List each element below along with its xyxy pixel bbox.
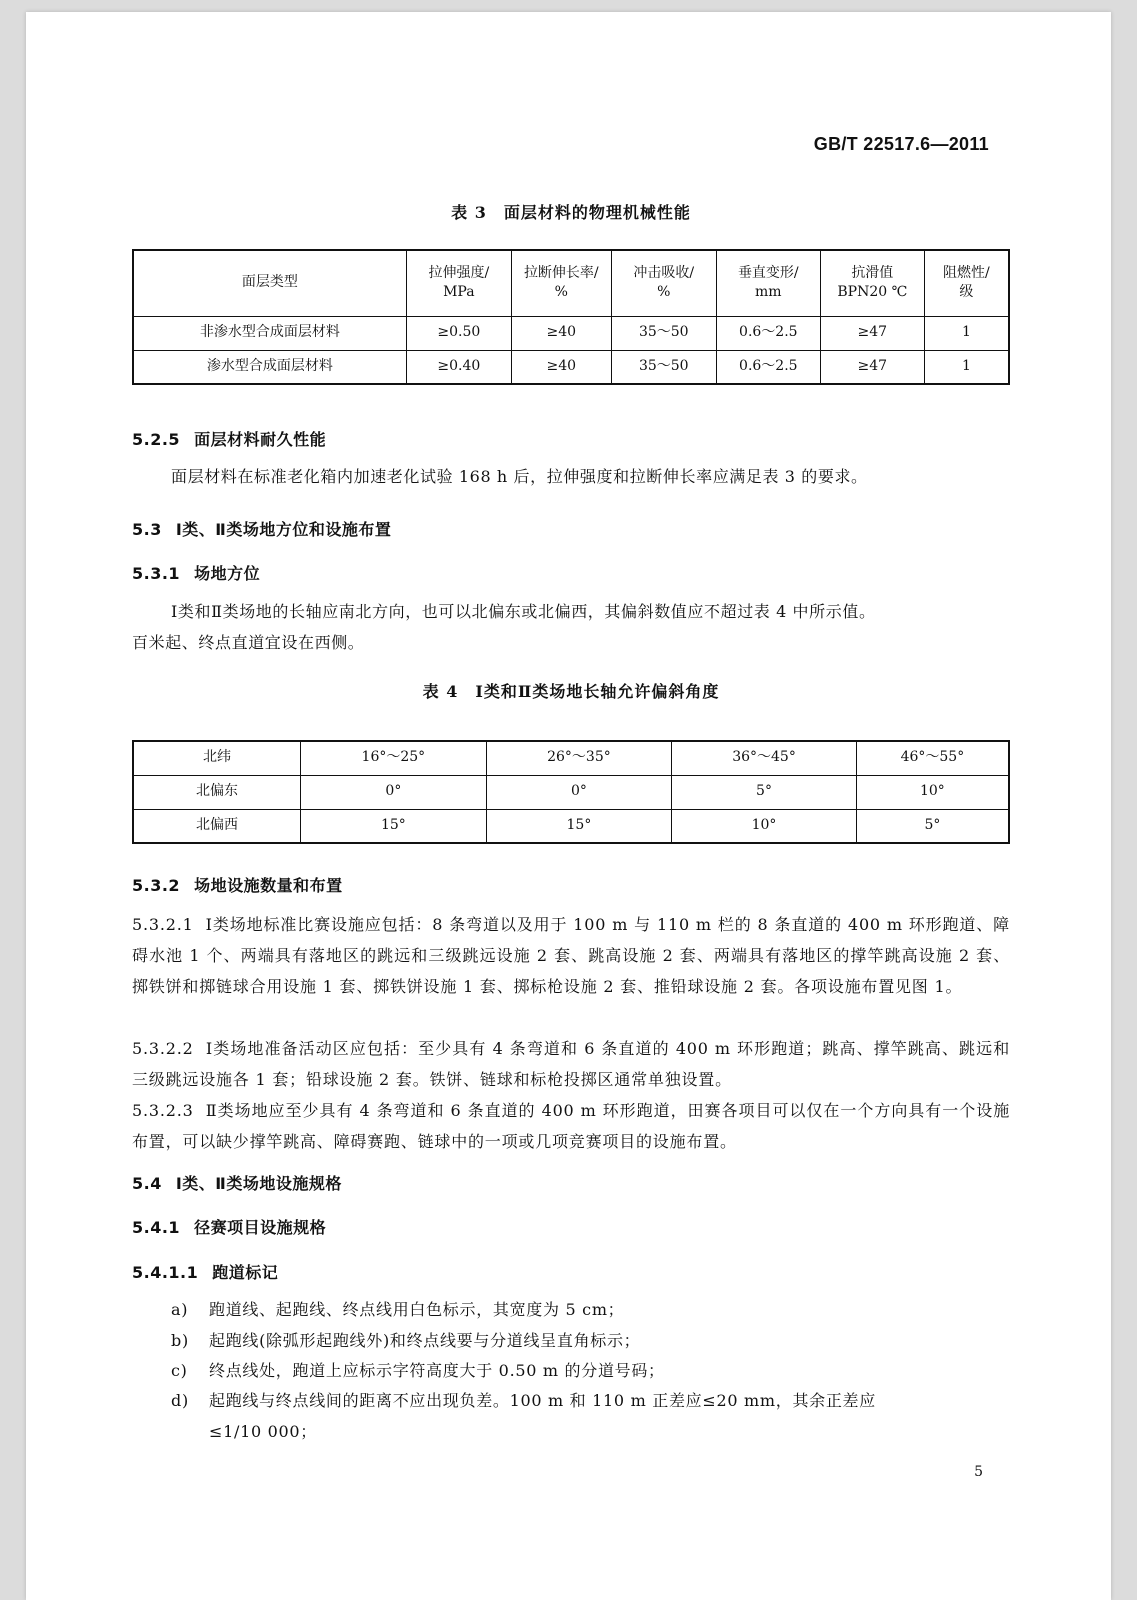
list-item: b) 起跑线(除弧形起跑线外)和终点线要与分道线呈直角标示； (171, 1331, 641, 1350)
table3 (132, 249, 1010, 385)
paragraph-5-3-1-line1: Ⅰ类和Ⅱ类场地的长轴应南北方向，也可以北偏东或北偏西，其偏斜数值应不超过表 4 中所示值。 (171, 602, 876, 621)
table-cell: 北偏西 (133, 809, 301, 843)
table3-header-cell: 拉断伸长率/ % (511, 250, 611, 316)
table3-header-row (133, 250, 1009, 316)
table-cell: 0° (301, 775, 487, 809)
table-row (133, 775, 1009, 809)
table-cell: 0.6～2.5 (716, 316, 820, 350)
table-row (133, 809, 1009, 843)
table-cell: 10° (672, 809, 857, 843)
list-item: d) 起跑线与终点线间的距离不应出现负差。100 m 和 110 m 正差应≤20 mm，其余正差应 ≤1/10 000； (171, 1385, 1011, 1447)
section-heading-5-3-1: 5.3.1 场地方位 (132, 564, 261, 583)
document-page (26, 12, 1111, 1600)
table-cell: ≥40 (511, 316, 611, 350)
table-cell: ≥47 (820, 350, 924, 384)
section-heading-5-4: 5.4 Ⅰ类、Ⅱ类场地设施规格 (132, 1174, 342, 1193)
section-heading-5-3: 5.3 Ⅰ类、Ⅱ类场地方位和设施布置 (132, 520, 392, 539)
paragraph-5-3-2-1: 5.3.2.1 Ⅰ类场地标准比赛设施应包括：8 条弯道以及用于 100 m 与 110 m 栏的 8 条直道的 400 m 环形跑道、障碍水池 1 个、两端具有落地区的跳远和三级跳远设施 2 套、跳高设施 2 套、两端具有落地区的撑竿跳高设施 2 套、掷铁饼和掷链球合用设施 1 套、掷铁饼设施 1 套、掷标枪设施 2 套、推铅球设施 2 套。各项设施布置见图 1。 (132, 915, 1010, 996)
table-cell: 北偏东 (133, 775, 301, 809)
list-item: a) 跑道线、起跑线、终点线用白色标示，其宽度为 5 cm； (171, 1300, 625, 1319)
table-cell: 10° (856, 775, 1009, 809)
section-heading-5-2-5: 5.2.5 面层材料耐久性能 (132, 430, 327, 449)
table-cell: 15° (301, 809, 487, 843)
table-cell: ≥40 (511, 350, 611, 384)
table-cell: 非渗水型合成面层材料 (133, 316, 406, 350)
table-row (133, 350, 1009, 384)
section-heading-5-3-2: 5.3.2 场地设施数量和布置 (132, 876, 343, 895)
table-cell: 35～50 (611, 316, 716, 350)
paragraph-5-3-2-3: 5.3.2.3 Ⅱ类场地应至少具有 4 条弯道和 6 条直道的 400 m 环形跑道，田赛各项目可以仅在一个方向具有一个设施布置，可以缺少撑竿跳高、障碍赛跑、链球中的一项或几项竞赛项目的设施布置。 (132, 1101, 1010, 1151)
table-cell: 16°～25° (301, 741, 487, 775)
paragraph-5-2-5: 面层材料在标准老化箱内加速老化试验 168 h 后，拉伸强度和拉断伸长率应满足表 3 的要求。 (171, 467, 868, 486)
list-item-continuation: ≤1/10 000； (209, 1422, 317, 1441)
table-cell: 1 (924, 316, 1009, 350)
table3-header-cell: 拉伸强度/ MPa (406, 250, 511, 316)
table-row (133, 741, 1009, 775)
table4-caption: 表 4 Ⅰ类和Ⅱ类场地长轴允许偏斜角度 (422, 682, 720, 701)
table-cell: 1 (924, 350, 1009, 384)
table-cell: 26°～35° (486, 741, 672, 775)
table-cell: ≥0.50 (406, 316, 511, 350)
paragraph-5-3-1-line2: 百米起、终点直道宜设在西侧。 (132, 633, 365, 652)
table-cell: 5° (672, 775, 857, 809)
table-cell: 渗水型合成面层材料 (133, 350, 406, 384)
list-item: c) 终点线处，跑道上应标示字符高度大于 0.50 m 的分道号码； (171, 1361, 665, 1380)
table3-header-cell: 阻燃性/ 级 (924, 250, 1009, 316)
table-cell: ≥0.40 (406, 350, 511, 384)
table-cell: 36°～45° (672, 741, 857, 775)
table-cell: 0° (486, 775, 672, 809)
section-heading-5-4-1: 5.4.1 径赛项目设施规格 (132, 1218, 327, 1237)
table3-header-cell: 冲击吸收/ % (611, 250, 716, 316)
paragraph-5-3-2-2: 5.3.2.2 Ⅰ类场地准备活动区应包括：至少具有 4 条弯道和 6 条直道的 400 m 环形跑道；跳高、撑竿跳高、跳远和三级跳远设施各 1 套；铅球设施 2 套。铁饼、链球和标枪投掷区通常单独设置。 (132, 1039, 1010, 1089)
table-cell: 5° (856, 809, 1009, 843)
table-row (133, 316, 1009, 350)
section-heading-5-4-1-1: 5.4.1.1 跑道标记 (132, 1263, 279, 1282)
table-cell: 46°～55° (856, 741, 1009, 775)
table-cell: 35～50 (611, 350, 716, 384)
table-cell: 北纬 (133, 741, 301, 775)
table-cell: 15° (486, 809, 672, 843)
table3-header-cell: 面层类型 (133, 250, 406, 316)
table-cell: ≥47 (820, 316, 924, 350)
table3-header-cell: 垂直变形/ mm (716, 250, 820, 316)
page-number: 5 (974, 1464, 983, 1480)
table4 (132, 740, 1010, 844)
table-cell: 0.6～2.5 (716, 350, 820, 384)
table3-header-cell: 抗滑值 BPN20 ℃ (820, 250, 924, 316)
table3-caption: 表 3 面层材料的物理机械性能 (451, 203, 691, 222)
standard-code: GB/T 22517.6—2011 (813, 134, 989, 154)
